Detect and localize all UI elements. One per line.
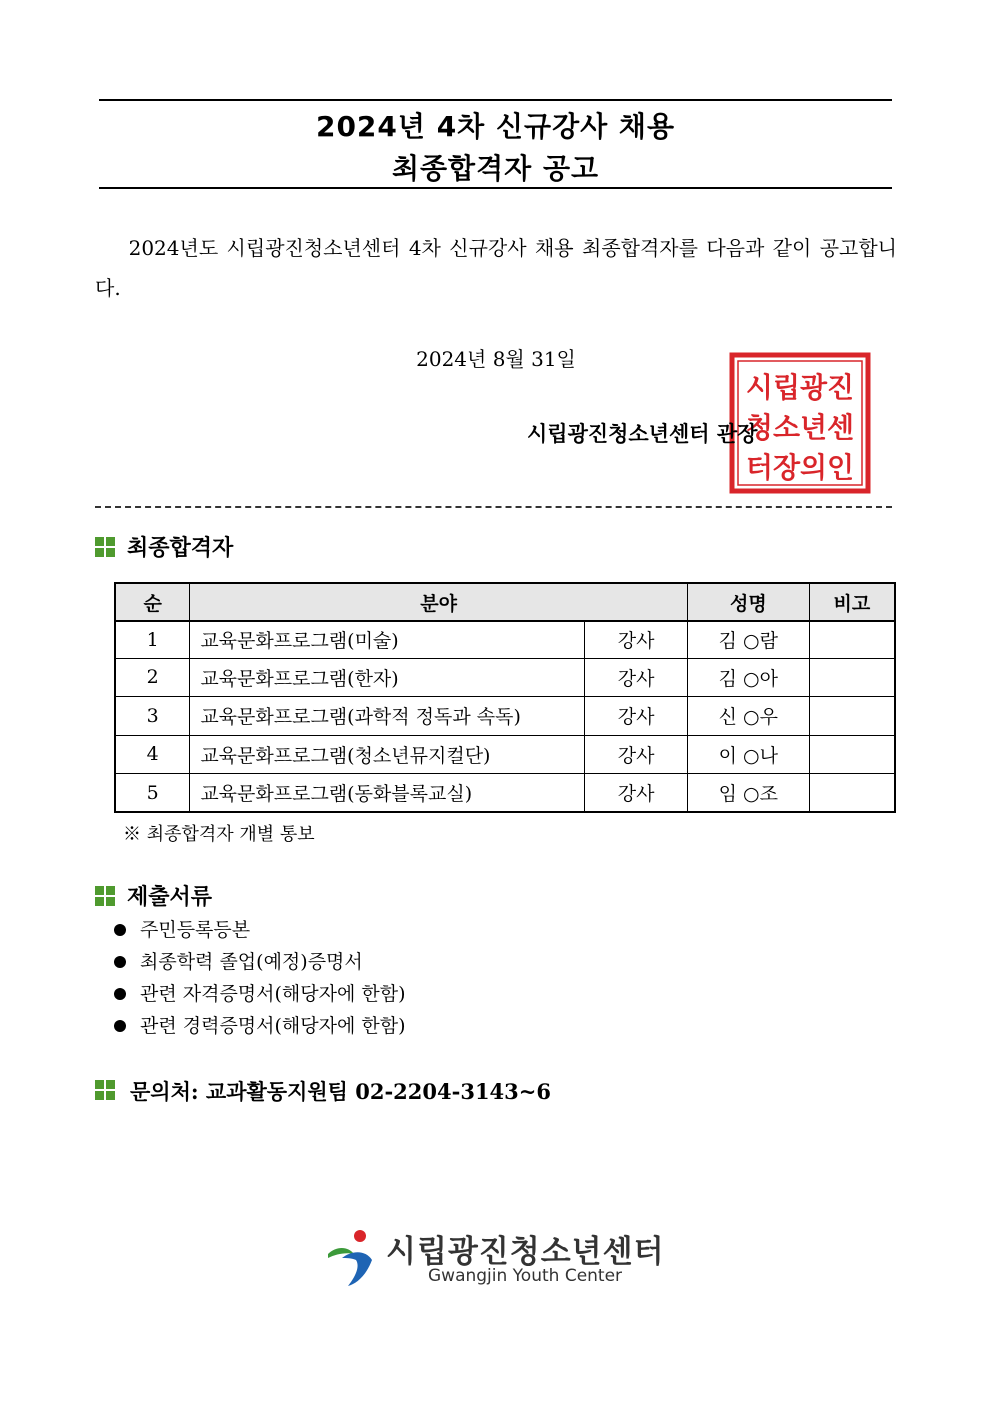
title-line-2: 최종합격자 공고 bbox=[391, 152, 600, 185]
logo-name: 시립광진청소년센터 bbox=[386, 1234, 665, 1270]
table-footnote: ※ 최종합격자 개별 통보 bbox=[123, 824, 315, 845]
section-docs-title: 제출서류 bbox=[127, 884, 213, 910]
cell-no: 4 bbox=[115, 735, 190, 774]
cell-note bbox=[809, 774, 895, 813]
cell-note bbox=[809, 658, 895, 697]
cell-program: 교육문화프로그램(동화블록교실) bbox=[190, 774, 585, 813]
bullet-icon bbox=[114, 988, 126, 1000]
table-row bbox=[115, 658, 895, 697]
cell-program: 교육문화프로그램(한자) bbox=[190, 658, 585, 697]
cell-role: 강사 bbox=[585, 735, 688, 774]
section-final-heading bbox=[95, 531, 233, 562]
contact-info: 문의처: 교과활동지원팀 02-2204-3143~6 bbox=[130, 1079, 551, 1104]
list-item bbox=[114, 978, 406, 1010]
bullet-icon bbox=[114, 1020, 126, 1032]
list-item-label: 관련 자격증명서(해당자에 한함) bbox=[140, 983, 406, 1005]
list-item-label: 관련 경력증명서(해당자에 한함) bbox=[140, 1015, 406, 1037]
list-item bbox=[114, 946, 406, 978]
cell-name: 임 ○조 bbox=[687, 774, 809, 813]
bullet-icon bbox=[114, 924, 126, 936]
svg-text:시립광진: 시립광진 bbox=[745, 371, 855, 404]
final-applicants-table bbox=[114, 582, 896, 813]
cell-program: 교육문화프로그램(청소년뮤지컬단) bbox=[190, 735, 585, 774]
cell-note bbox=[809, 621, 895, 658]
intro-paragraph bbox=[95, 228, 897, 308]
green-squares-icon bbox=[95, 1080, 115, 1100]
cell-name: 이 ○나 bbox=[687, 735, 809, 774]
cell-no: 1 bbox=[115, 621, 190, 658]
cell-name: 김 ○아 bbox=[687, 658, 809, 697]
required-documents-list bbox=[114, 914, 406, 1042]
col-header-note: 비고 bbox=[809, 583, 895, 621]
table-header-row bbox=[115, 583, 895, 621]
col-header-field: 분야 bbox=[190, 583, 688, 621]
list-item bbox=[114, 1010, 406, 1042]
svg-text:터장의인: 터장의인 bbox=[745, 451, 855, 484]
table-row bbox=[115, 697, 895, 736]
contact-heading bbox=[95, 1080, 127, 1100]
green-squares-icon bbox=[95, 886, 115, 906]
intro-text: 2024년도 시립광진청소년센터 4차 신규강사 채용 최종합격자를 다음과 같이 공고합니다. bbox=[95, 236, 897, 300]
logo-subtitle: Gwangjin Youth Center bbox=[428, 1266, 623, 1286]
cell-name: 신 ○우 bbox=[687, 697, 809, 736]
youth-center-logo-icon bbox=[326, 1228, 378, 1288]
list-item-label: 주민등록등본 bbox=[140, 919, 251, 941]
section-docs-heading bbox=[95, 880, 212, 911]
table-row bbox=[115, 735, 895, 774]
signatory: 시립광진청소년센터 관장 bbox=[527, 421, 758, 446]
svg-text:청소년센: 청소년센 bbox=[745, 411, 855, 444]
cell-name: 김 ○람 bbox=[687, 621, 809, 658]
col-header-no: 순 bbox=[115, 583, 190, 621]
section-final-title: 최종합격자 bbox=[127, 535, 234, 561]
list-item bbox=[114, 914, 406, 946]
table-row bbox=[115, 621, 895, 658]
cell-role: 강사 bbox=[585, 774, 688, 813]
cell-program: 교육문화프로그램(미술) bbox=[190, 621, 585, 658]
col-header-name: 성명 bbox=[687, 583, 809, 621]
bullet-icon bbox=[114, 956, 126, 968]
announcement-date: 2024년 8월 31일 bbox=[416, 347, 576, 371]
title-line-1: 2024년 4차 신규강사 채용 bbox=[315, 110, 676, 143]
cell-program: 교육문화프로그램(과학적 정독과 속독) bbox=[190, 697, 585, 736]
title-box bbox=[99, 99, 892, 189]
footer-logo bbox=[326, 1226, 666, 1292]
cell-no: 5 bbox=[115, 774, 190, 813]
cell-note bbox=[809, 697, 895, 736]
cell-no: 3 bbox=[115, 697, 190, 736]
green-squares-icon bbox=[95, 537, 115, 557]
dashed-divider bbox=[95, 506, 892, 508]
cell-role: 강사 bbox=[585, 621, 688, 658]
cell-role: 강사 bbox=[585, 697, 688, 736]
cell-note bbox=[809, 735, 895, 774]
cell-role: 강사 bbox=[585, 658, 688, 697]
table-row bbox=[115, 774, 895, 813]
list-item-label: 최종학력 졸업(예정)증명서 bbox=[140, 951, 363, 973]
cell-no: 2 bbox=[115, 658, 190, 697]
